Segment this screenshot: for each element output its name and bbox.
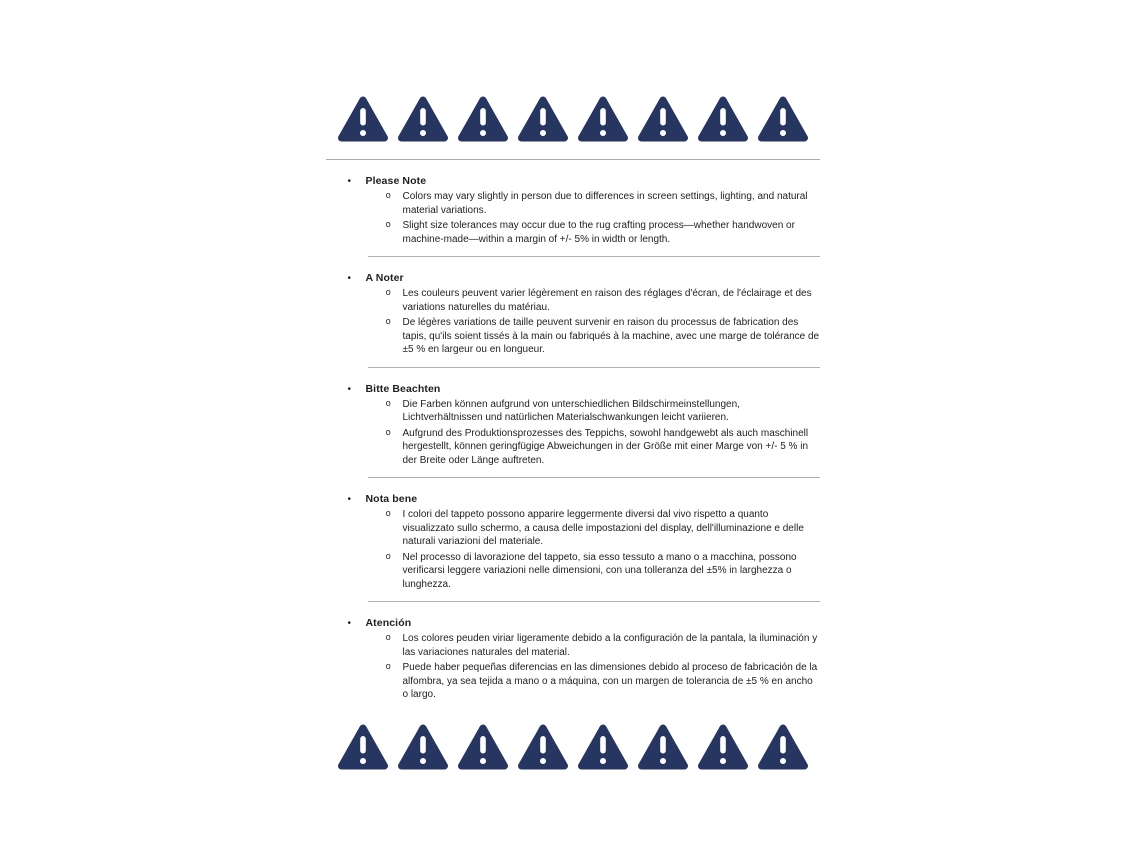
list-item — [326, 427, 820, 468]
warning-triangle-icon — [457, 95, 509, 143]
section-divider — [368, 256, 820, 257]
section-bitte-beachten — [326, 383, 820, 468]
section-divider — [368, 477, 820, 478]
section-divider — [368, 601, 820, 602]
sub-bullet-marker: o — [385, 509, 391, 519]
list-item — [326, 190, 820, 217]
section-atencion — [326, 617, 820, 702]
note-text: De légères variations de taille peuvent survenir en raison du processus de fabrication des tapis, qu'ils soient tissés à la main ou fabriqués à la machine, avec une marge de tolérance de ±5 % en largeur ou en longueur. — [402, 317, 820, 355]
list-item — [326, 632, 820, 659]
section-title: Atención — [365, 617, 412, 629]
list-item — [326, 316, 820, 357]
section-nota-bene — [326, 493, 820, 591]
section-title: A Noter — [365, 272, 404, 284]
warning-triangle-icon — [577, 723, 629, 771]
warning-triangle-icon — [577, 95, 629, 143]
sub-bullet-marker: o — [385, 288, 391, 298]
note-text: I colori del tappeto possono apparire leggermente diversi dal vivo rispetto a quanto visualizzato sullo schermo, a causa delle impostazioni del display, dell'illuminazione e delle naturali variazioni del materiale. — [402, 509, 804, 547]
warning-triangle-icon — [397, 95, 449, 143]
section-please-note — [326, 175, 820, 246]
warning-icons-bottom-row — [326, 723, 820, 771]
warning-triangle-icon — [517, 95, 569, 143]
section-title: Please Note — [365, 175, 427, 187]
warning-triangle-icon — [757, 95, 809, 143]
list-item — [326, 219, 820, 246]
bullet-marker: • — [347, 273, 352, 284]
sub-bullet-marker: o — [385, 191, 391, 201]
warning-triangle-icon — [337, 95, 389, 143]
warning-triangle-icon — [457, 723, 509, 771]
note-text: Los colores peuden viriar ligeramente debido a la configuración de la pantala, la iluminación y las variaciones naturales del material. — [402, 633, 818, 658]
sub-bullet-marker: o — [385, 220, 391, 230]
section-divider — [368, 367, 820, 368]
note-text: Colors may vary slightly in person due to differences in screen settings, lighting, and natural material variations. — [402, 191, 808, 216]
section-title: Bitte Beachten — [365, 382, 441, 395]
section-title: Nota bene — [365, 493, 418, 505]
list-item — [326, 661, 820, 702]
warning-triangle-icon — [637, 723, 689, 771]
sub-bullet-marker: o — [385, 427, 391, 438]
warning-triangle-icon — [697, 723, 749, 771]
list-item — [326, 287, 820, 314]
note-text: Puede haber pequeñas diferencias en las dimensiones debido al proceso de fabricación de la alfombra, ya sea tejida a mano o a máquina, con un margen de tolerancia de ±5 % en ancho o largo. — [402, 662, 818, 700]
sub-bullet-marker: o — [385, 662, 391, 672]
note-text: Die Farben können aufgrund von unterschiedlichen Bildschirmeinstellungen, Lichtverhältnissen und natürlichen Materialschwankungen leicht variieren. — [402, 398, 740, 423]
top-divider — [326, 159, 820, 160]
bullet-marker: • — [347, 176, 352, 187]
note-text: Slight size tolerances may occur due to the rug crafting process—whether handwoven or machine-made—within a margin of +/- 5% in width or length. — [402, 220, 795, 245]
section-heading-row — [326, 617, 820, 630]
list-item — [326, 551, 820, 592]
note-text: Nel processo di lavorazione del tappeto, sia esso tessuto a mano o a macchina, possono verificarsi leggere variazioni nelle dimensioni, con una tolleranza del ±5% in larghezza o lunghezza. — [402, 551, 797, 590]
warning-triangle-icon — [697, 95, 749, 143]
note-text: Les couleurs peuvent varier légèrement en raison des réglages d'écran, de l'éclairage et des variations naturelles du matériau. — [402, 288, 812, 313]
sub-bullet-marker: o — [385, 633, 391, 643]
document-page — [326, 0, 820, 771]
warning-triangle-icon — [637, 95, 689, 143]
section-heading-row — [326, 175, 820, 188]
sub-bullet-marker: o — [385, 551, 391, 562]
section-a-noter — [326, 272, 820, 357]
section-heading-row — [326, 493, 820, 506]
warning-triangle-icon — [517, 723, 569, 771]
note-text: Aufgrund des Produktionsprozesses des Teppichs, sowohl handgewebt als auch maschinell hergestellt, können geringfügige Abweichungen in der Größe mit einer Marge von +/- 5 % in der Breite oder Länge auftreten. — [402, 427, 809, 466]
section-heading-row — [326, 383, 820, 396]
sub-bullet-marker: o — [385, 398, 391, 409]
bullet-marker: • — [347, 494, 352, 505]
warning-icons-top-row — [326, 95, 820, 143]
sub-bullet-marker: o — [385, 317, 391, 327]
list-item — [326, 508, 820, 549]
bullet-marker: • — [347, 618, 352, 629]
bullet-marker: • — [347, 383, 352, 395]
warning-triangle-icon — [337, 723, 389, 771]
warning-triangle-icon — [757, 723, 809, 771]
warning-triangle-icon — [397, 723, 449, 771]
section-heading-row — [326, 272, 820, 285]
list-item — [326, 398, 820, 425]
